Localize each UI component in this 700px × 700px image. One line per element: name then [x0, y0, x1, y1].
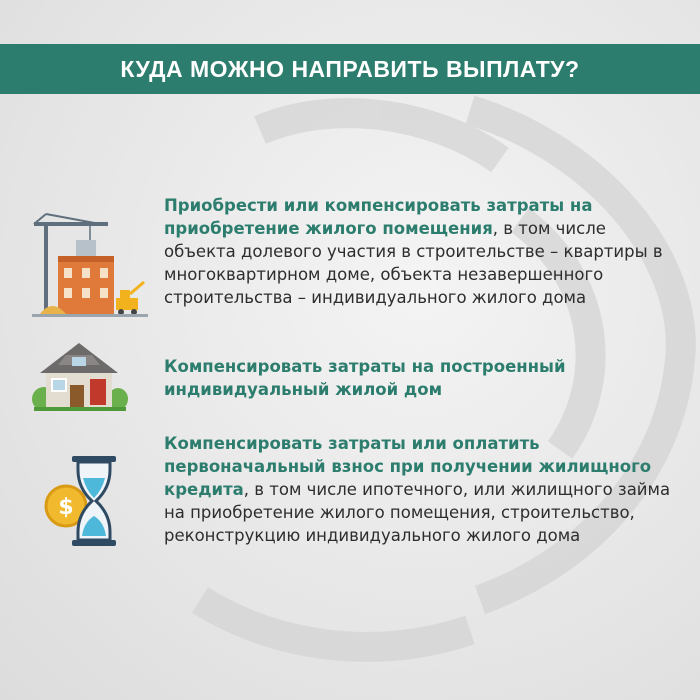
- item-lead: Приобрести или компенсировать затраты на приобретение жилого помещения: [164, 196, 593, 238]
- svg-text:$: $: [58, 495, 74, 520]
- item-text: [164, 194, 674, 309]
- item-rest: , в том числе объекта долевого участия в строительстве – квартиры в многоквартирном доме, объекта незавершенного строительства – индивидуального жилого дома: [164, 219, 663, 307]
- house-icon: [30, 335, 130, 413]
- item-text: [164, 355, 674, 401]
- item-text: [164, 432, 674, 547]
- hourglass-money-icon: [38, 450, 128, 550]
- construction-icon: [30, 210, 150, 325]
- item-rest: , в том числе ипотечного, или жилищного займа на приобретение жилого помещения, строительство, реконструкцию индивидуального жилого дома: [164, 480, 671, 545]
- item-lead: Компенсировать затраты на построенный индивидуальный жилой дом: [164, 357, 566, 399]
- item-lead: Компенсировать затраты или оплатить первоначальный взнос при получении жилищного кредита: [164, 434, 652, 499]
- page-title: КУДА МОЖНО НАПРАВИТЬ ВЫПЛАТУ?: [0, 44, 700, 94]
